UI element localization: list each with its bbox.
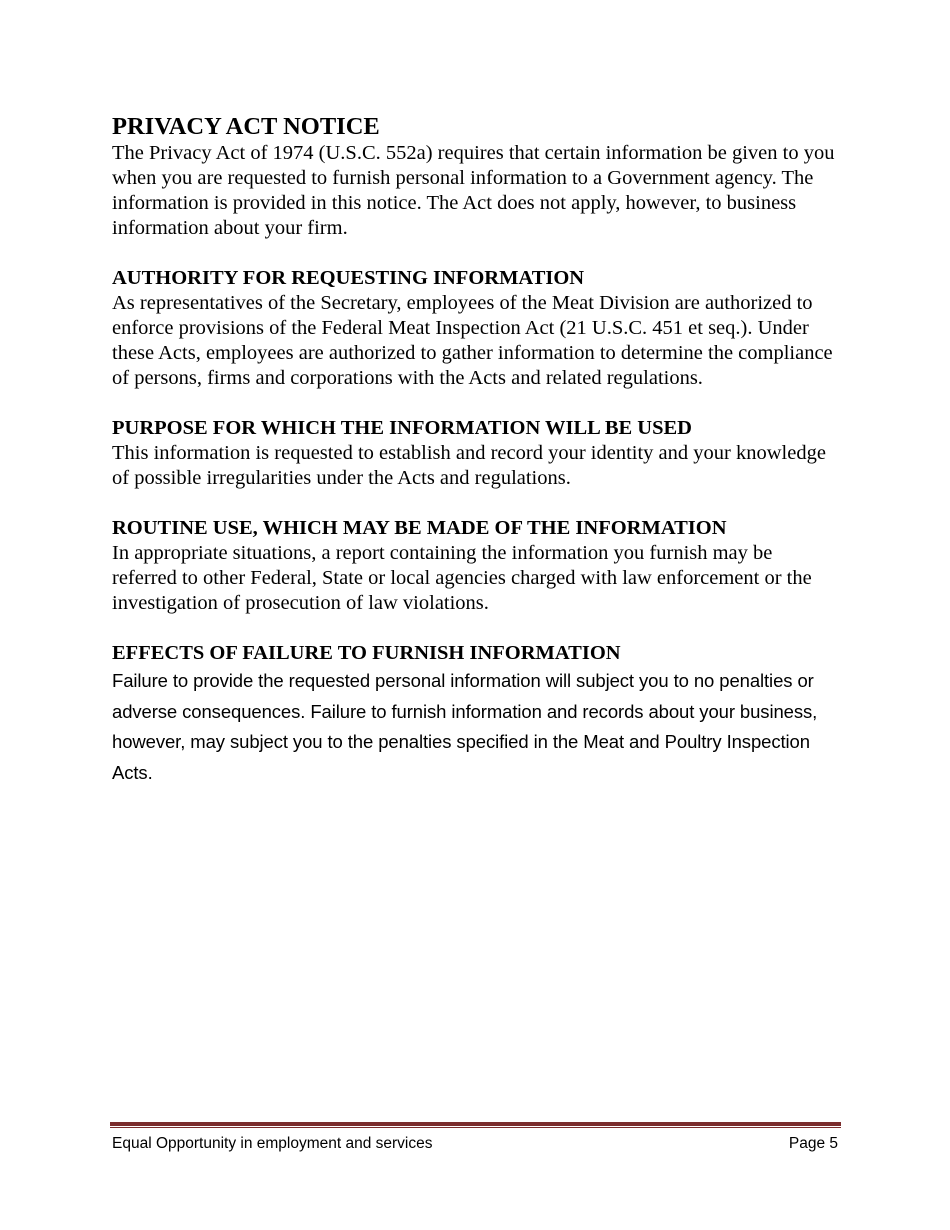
page-title: PRIVACY ACT NOTICE (112, 113, 380, 140)
document-content (112, 112, 842, 813)
section-body: In appropriate situations, a report containing the information you furnish may be referred to other Federal, State or local agencies charged with law enforcement or the investigation of prosecution of law violations. (112, 542, 812, 614)
footer-row (110, 1134, 841, 1154)
section-heading: PURPOSE FOR WHICH THE INFORMATION WILL BE USED (112, 417, 692, 439)
section-body: This information is requested to establish and record your identity and your knowledge of possible irregularities under the Acts and regulations. (112, 442, 826, 489)
footer-divider (110, 1122, 841, 1126)
section-heading: AUTHORITY FOR REQUESTING INFORMATION (112, 267, 585, 289)
routine-use-section (112, 516, 842, 616)
section-body: Failure to provide the requested personal information will subject you to no penalties or adverse consequences. Failure to furnish information and records about your business, however, may subject you to the penalties specified in the Meat and Poultry Inspection Acts. (112, 670, 818, 783)
purpose-section (112, 416, 842, 491)
footer-divider-thin (110, 1127, 841, 1128)
intro-paragraph: The Privacy Act of 1974 (U.S.C. 552a) requires that certain information be given to you when you are requested to furnish personal information to a Government agency. The information is provided in this notice. The Act does not apply, however, to business information about your firm. (112, 142, 835, 239)
effects-section (112, 641, 842, 788)
privacy-act-notice-section (112, 112, 842, 241)
section-body: As representatives of the Secretary, employees of the Meat Division are authorized to enforce provisions of the Federal Meat Inspection Act (21 U.S.C. 451 et seq.). Under these Acts, employees are authorized to gather information to determine the compliance of persons, firms and corporations with the Acts and related regulations. (112, 292, 833, 389)
section-heading: ROUTINE USE, WHICH MAY BE MADE OF THE INFORMATION (112, 517, 727, 539)
page-footer (110, 1122, 841, 1154)
authority-section (112, 266, 842, 391)
footer-left-text: Equal Opportunity in employment and services (112, 1135, 433, 1152)
section-heading: EFFECTS OF FAILURE TO FURNISH INFORMATION (112, 642, 621, 664)
page-number: Page 5 (788, 1135, 838, 1152)
